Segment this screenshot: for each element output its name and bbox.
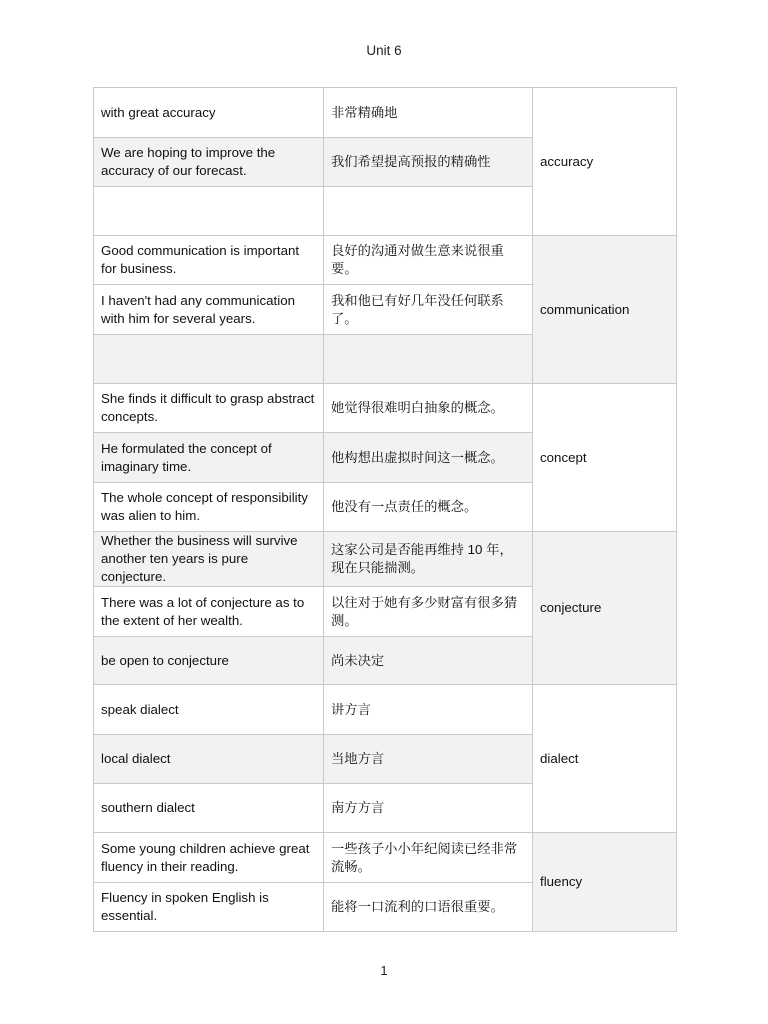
english-example: There was a lot of conjecture as to the extent of her wealth.: [94, 587, 324, 637]
english-example: I haven't had any communication with him for several years.: [94, 285, 324, 335]
english-example: with great accuracy: [94, 88, 324, 138]
vocabulary-word: communication: [533, 236, 677, 384]
english-example: Whether the business will survive another ten years is pure conjecture.: [94, 532, 324, 587]
chinese-translation: 以往对于她有多少财富有很多猜测。: [324, 587, 533, 637]
vocabulary-table: [93, 87, 677, 932]
chinese-translation: 她觉得很难明白抽象的概念。: [324, 384, 533, 433]
english-example: Fluency in spoken English is essential.: [94, 883, 324, 932]
english-example: He formulated the concept of imaginary time.: [94, 433, 324, 483]
english-example: local dialect: [94, 735, 324, 784]
page-number: 1: [380, 963, 388, 978]
chinese-translation: 他构想出虚拟时间这一概念。: [324, 433, 533, 483]
vocabulary-table-body: [94, 88, 677, 932]
english-example: The whole concept of responsibility was alien to him.: [94, 483, 324, 532]
chinese-translation: 这家公司是否能再维持 10 年，现在只能揣测。: [324, 532, 533, 587]
chinese-translation: 非常精确地: [324, 88, 533, 138]
english-example: [94, 187, 324, 236]
table-row: [94, 88, 677, 138]
vocabulary-word: fluency: [533, 833, 677, 932]
chinese-translation: 能将一口流利的口语很重要。: [324, 883, 533, 932]
vocabulary-word: conjecture: [533, 532, 677, 685]
chinese-translation: 我和他已有好几年没任何联系了。: [324, 285, 533, 335]
page-title: Unit 6: [366, 43, 402, 58]
chinese-translation: [324, 187, 533, 236]
table-row: [94, 532, 677, 587]
vocabulary-word: dialect: [533, 685, 677, 833]
chinese-translation: 尚未决定: [324, 637, 533, 685]
english-example: speak dialect: [94, 685, 324, 735]
chinese-translation: [324, 335, 533, 384]
chinese-translation: 我们希望提高预报的精确性: [324, 138, 533, 187]
chinese-translation: 南方方言: [324, 784, 533, 833]
chinese-translation: 他没有一点责任的概念。: [324, 483, 533, 532]
english-example: Some young children achieve great fluency in their reading.: [94, 833, 324, 883]
vocabulary-word: concept: [533, 384, 677, 532]
table-row: [94, 384, 677, 433]
vocabulary-word: accuracy: [533, 88, 677, 236]
english-example: We are hoping to improve the accuracy of our forecast.: [94, 138, 324, 187]
english-example: southern dialect: [94, 784, 324, 833]
table-row: [94, 833, 677, 883]
chinese-translation: 一些孩子小小年纪阅读已经非常流畅。: [324, 833, 533, 883]
chinese-translation: 讲方言: [324, 685, 533, 735]
english-example: Good communication is important for business.: [94, 236, 324, 285]
english-example: [94, 335, 324, 384]
table-row: [94, 236, 677, 285]
table-row: [94, 685, 677, 735]
english-example: She finds it difficult to grasp abstract concepts.: [94, 384, 324, 433]
english-example: be open to conjecture: [94, 637, 324, 685]
chinese-translation: 当地方言: [324, 735, 533, 784]
chinese-translation: 良好的沟通对做生意来说很重要。: [324, 236, 533, 285]
